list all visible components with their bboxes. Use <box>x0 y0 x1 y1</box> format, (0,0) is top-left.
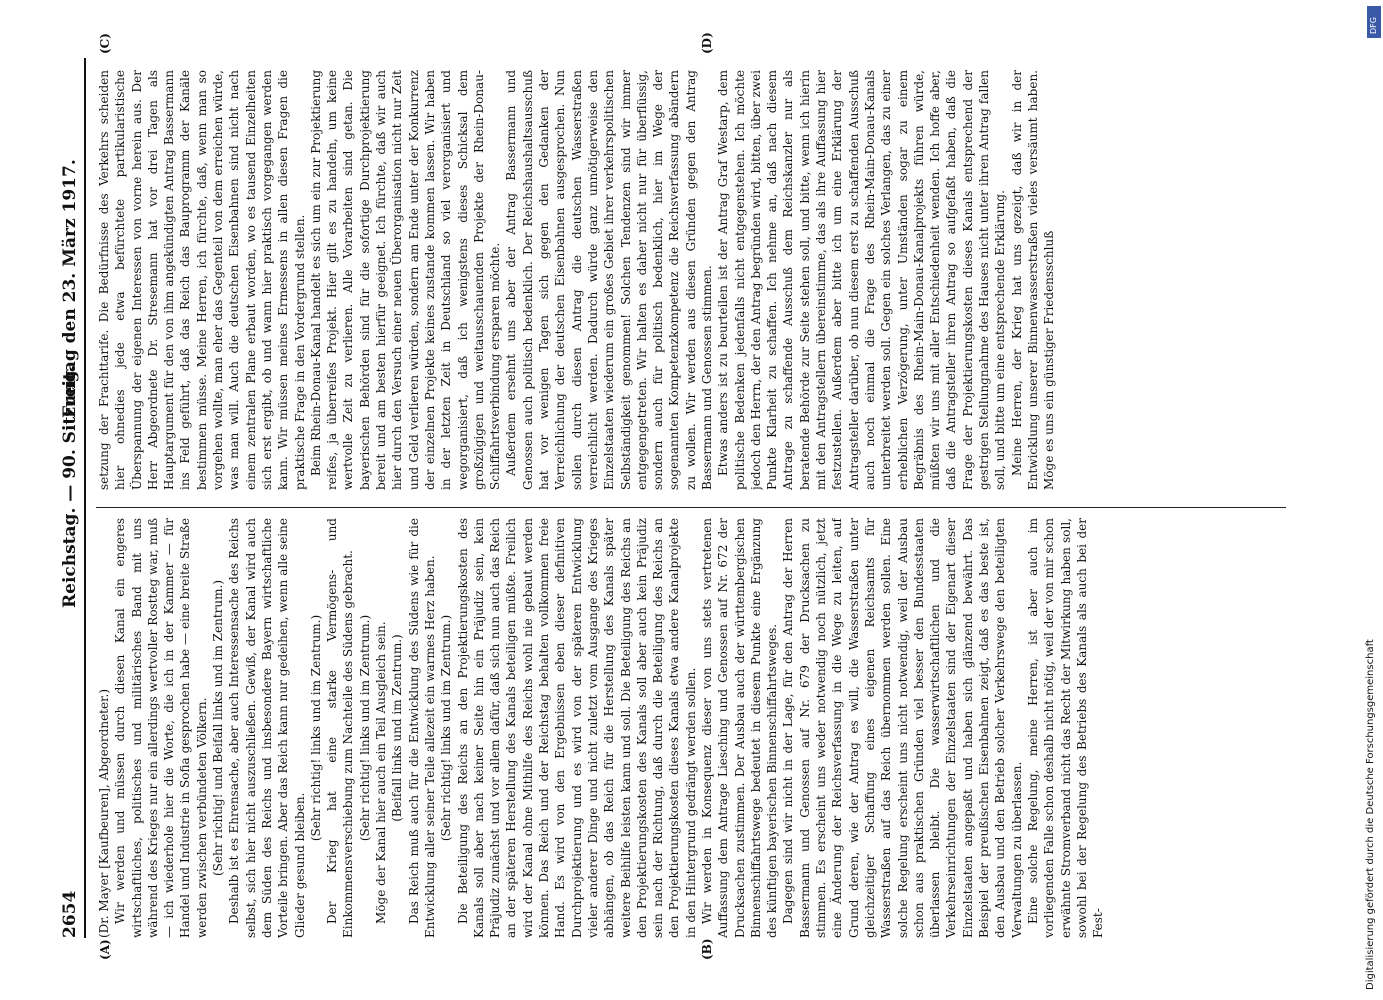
interjection: (Sehr richtig! links und im Zentrum.) <box>308 614 323 842</box>
interjection: (Sehr richtig! links und im Zentrum.) <box>439 614 454 842</box>
credit-text: Digitalisierung gefördert durch die Deutsche Forschungsgemeinschaft <box>1365 639 1376 990</box>
left-text-column <box>96 518 1286 938</box>
margin-letter-a: (A) <box>98 939 112 960</box>
digitization-credit <box>1365 10 1381 990</box>
margin-letter-b: (B) <box>700 938 714 960</box>
paragraph: Wir werden in Konsequenz dieser von uns stets vertretenen Auffassung dem Antrage Liesching und Genossen auf Nr. 672 der Drucksachen zustimmen. Der Ausbau auch der württembergischen Binnenschiffahrtswege bedeutet in diesem Punkte eine Ergänzung des künftigen bayerischen Binnenschiffahrtsweges. <box>699 518 780 938</box>
page-header <box>58 58 86 938</box>
page-number: 2654 <box>60 890 80 938</box>
paragraph: Außerdem ersehnt uns aber der Antrag Bassermann und Genossen auch politisch bedenklich. Der Reichshaushaltsausschuß hat vor wenigen Tagen sich gegen den Gedanken der Verreichlichung der deutschen Eisenbahnen ausgesprochen. Nun sollen durch diesen Antrag die deutschen Wasserstraßen verreichlicht werden. Dadurch würde ganz unnötigerweise den Einzelstaaten wiederum ein großes Gebiet ihrer verkehrspolitischen Selbständigkeit genommen! Solchen Tendenzen sind wir immer entgegengetreten. Wir halten es daher nicht nur für überflüssig, sondern auch für politisch bedenklich, hier im Wege der sogenannten Kompetenzkompetenz die Reichsverfassung abändern zu wollen. Wir werden aus diesen Gründen gegen den Antrag Bassermann und Genossen stimmen. <box>504 70 714 490</box>
paragraph: Dagegen sind wir nicht in der Lage, für den Antrag der Herren Bassermann und Genossen auf Nr. 679 der Drucksachen zu stimmen. Es erscheint uns weder notwendig noch nützlich, jetzt eine Änderung der Reichsverfassung in die Wege zu leiten, auf Grund deren, wie der Antrag es will, die Wasserstraßen unter gleichzeitiger Schaffung eines eigenen Reichsamts für Wasserstraßen auf das Reich übernommen werden sollen. Eine solche Regelung erscheint uns nicht notwendig, weil der Ausbau schon aus praktischen Gründen viel besser den Bundesstaaten überlassen bleibt. Die wasserwirtschaftlichen und die Verkehrseinrichtungen der Einzelstaaten sind der Eigenart dieser Einzelstaaten angepaßt und haben sich glänzend bewährt. Das Beispiel der preußischen Eisenbahnen zeigt, daß es das beste ist, den Ausbau und den Betrieb solcher Verkehrswege den beteiligten Verwaltungen zu überlassen. <box>781 518 1024 938</box>
paragraph: Eine solche Regelung, meine Herren, ist aber auch im vorliegenden Falle schon deshalb nicht nötig, weil der von mir schon erwähnte Stromverband nicht das Recht der Mitwirkung haben soll, sowohl bei der Regelung des Betriebs des Kanals als auch bei der Fest- <box>1025 518 1106 938</box>
paragraph: setzung der Frachttarife. Die Bedürfnisse des Verkehrs scheiden hier ohnedies jede etwa befürchtete partikularistische Überspannung der eigenen Interessen von vorne herein aus. Der Herr Abgeordnete Dr. Stresemann hat vor drei Tagen als Hauptargument für den von ihm angekündigten Antrag Bassermann ins Feld geführt, daß das Reich das Bauprogramm der Kanäle bestimmen müsse. Meine Herren, ich fürchte, daß, wenn man so vorgehen wollte, man eher das Gegenteil von dem erreichen würde, was man will. Auch die deutschen Eisenbahnen sind nicht nach einem zentralen Plane erbaut worden, wo es tausend Einzelheiten sich erst ergibt, ob und wann hier praktisch vorgegangen werden kann. Wir müssen meines Ermessens in allen diesen Fragen die praktische Frage in den Vordergrund stellen. <box>97 70 307 490</box>
paragraph: Möge der Kanal hier auch ein Teil Ausgleich sein. <box>374 621 389 924</box>
paragraph: Meine Herren, der Krieg hat uns gezeigt, daß wir in der Entwicklung unserer Binnenwasserstraßen vieles versäumt haben. Möge es uns ein günstiger Friedensschluß <box>1009 70 1057 490</box>
column-divider <box>96 507 1286 508</box>
interjection: (Sehr richtig! und Beifall links und im Zentrum.) <box>211 579 226 877</box>
paragraph: Etwas anders ist zu beurteilen ist der Antrag Graf Westarp, dem politische Bedenken jedenfalls nicht entgegenstehen. Ich möchte jedoch den Herrn, der den Antrag begründen wird, bitten, über zwei Punkte Klarheit zu schaffen. Ich nehme an, daß nach diesem Antrage zu schaffende Ausschuß dem Reichskanzler nur als beratende Behörde zur Seite stehen soll, und bitte, wenn ich hierin mit den Antragstellern übereinstimme, das als ihre Auffassung hier festzustellen. Außerdem aber bitte ich um eine Erklärung der Antragsteller darüber, ob nun diesem erst zu schaffenden Ausschuß auch noch einmal die Frage des Rhein-Main-Donau-Kanals unterbreitet werden soll. Gegen ein solches Verlangen, das zu einer erheblichen Verzögerung, unter Umständen sogar zu einem Begräbnis des Rhein-Main-Donau-Kanalprojekts führen würde, müßten wir uns mit aller Entschiedenheit wenden. Ich hoffe aber, daß die Antragsteller ihren Antrag so aufgefaßt haben, daß die Frage der Projektierungskosten dieses Kanals entsprechend der gestrigen Stellungnahme des Hauses nicht unter ihren Antrag fallen soll, und bitte um eine entsprechende Erklärung. <box>716 70 1008 490</box>
margin-letter-d: (D) <box>700 32 714 54</box>
session-title: Reichstag. — 90. Sitzung. <box>60 364 80 608</box>
session-date: Freitag den 23. März 1917. <box>60 159 80 418</box>
right-text-column <box>96 70 1286 490</box>
speaker-line: (Dr. Mayer [Kaufbeuren], Abgeordneter.) <box>97 688 111 938</box>
interjection: (Sehr richtig! links und im Zentrum.) <box>357 614 372 842</box>
paragraph: Der Krieg hat eine starke Vermögens- und Einkommensverschiebung zum Nachteile des Südens gebracht. <box>325 518 356 938</box>
paragraph: Wir werden und müssen durch diesen Kanal ein engeres wirtschaftliches, politisches und militärisches Band mit uns während des Krieges nur ein allerdings wertvoller Rostteg war, muß — ich wiederhole hier die Worte, die ich in der Kammer — für Handel und Industrie in Sofia gesprochen habe — eine breite Straße werden zwischen verbündeten Völkern. <box>113 518 209 938</box>
interjection: (Beifall links und im Zentrum.) <box>390 634 405 822</box>
paragraph: Deshalb ist es Ehrensache, aber auch Interessensache des Reichs selbst, sich hier nicht auszuschließen. Gewiß, der Kanal wird auch dem Süden des Reichs und insbesondere Bayern wirtschaftliche Vorteile bringen. Aber das Reich kann nur gedeihen, wenn alle seine Glieder gesund bleiben. <box>227 518 307 938</box>
margin-letter-c: (C) <box>98 33 112 54</box>
paragraph: Das Reich muß auch für die Entwicklung des Südens wie für die Entwicklung aller seiner Teile allezeit ein warmes Herz haben. <box>406 518 437 938</box>
dfg-logo-text: DFG <box>1369 17 1378 34</box>
paragraph: Beim Rhein-Donau-Kanal handelt es sich um ein zur Projektierung reifes, ja überreifes Projekt. Hier gilt es zu handeln, um keine wertvolle Zeit zu verlieren. Alle Vorarbeiten sind getan. Die bayerischen Behörden sind für die sofortige Durchprojektierung bereit und am besten hierfür geeignet. Ich fürchte, daß wir auch hier durch den Versuch einer neuen Überorganisation nicht nur Zeit und Geld verlieren würden, sondern am Ende unter der Konkurrenz der einzelnen Projekte keines zustande kommen lassen. Wir haben in der letzten Zeit in Deutschland so viel verorganisiert und wegorganisiert, daß ich wenigstens dieses Schicksal dem großzügigen und weitausschauenden Projekte der Rhein-Donau-Schiffahrtsverbindung ersparen möchte. <box>308 70 503 490</box>
paragraph: Die Beteiligung des Reichs an den Projektierungskosten des Kanals soll aber nach keiner Seite hin ein Präjudiz sein, kein Präjudiz zunächst und vor allem dafür, daß sich nun auch das Reich an der späteren Herstellung des Kanals beteiligen müßte. Freilich wird der Kanal ohne Mithilfe des Reichs wohl nie gebaut werden können. Das Reich und der Reichstag behalten vollkommen freie Hand. Es wird von den Ergebnissen eben dieser definitiven Durchprojektierung und es wird von der späteren Entwicklung vieler anderer Dinge und nicht zuletzt vom Ausgange des Krieges abhängen, ob das Reich für die Herstellung des Kanals später weitere Beihilfe leisten kann und soll. Die Beteiligung des Reichs an den Projektierungskosten des Kanals soll aber auch kein Präjudiz sein nach der Richtung, daß durch die Beteiligung des Reichs an den Projektierungskosten dieses Kanals etwa andere Kanalprojekte in den Hintergrund gedrängt werden sollen. <box>455 518 698 938</box>
